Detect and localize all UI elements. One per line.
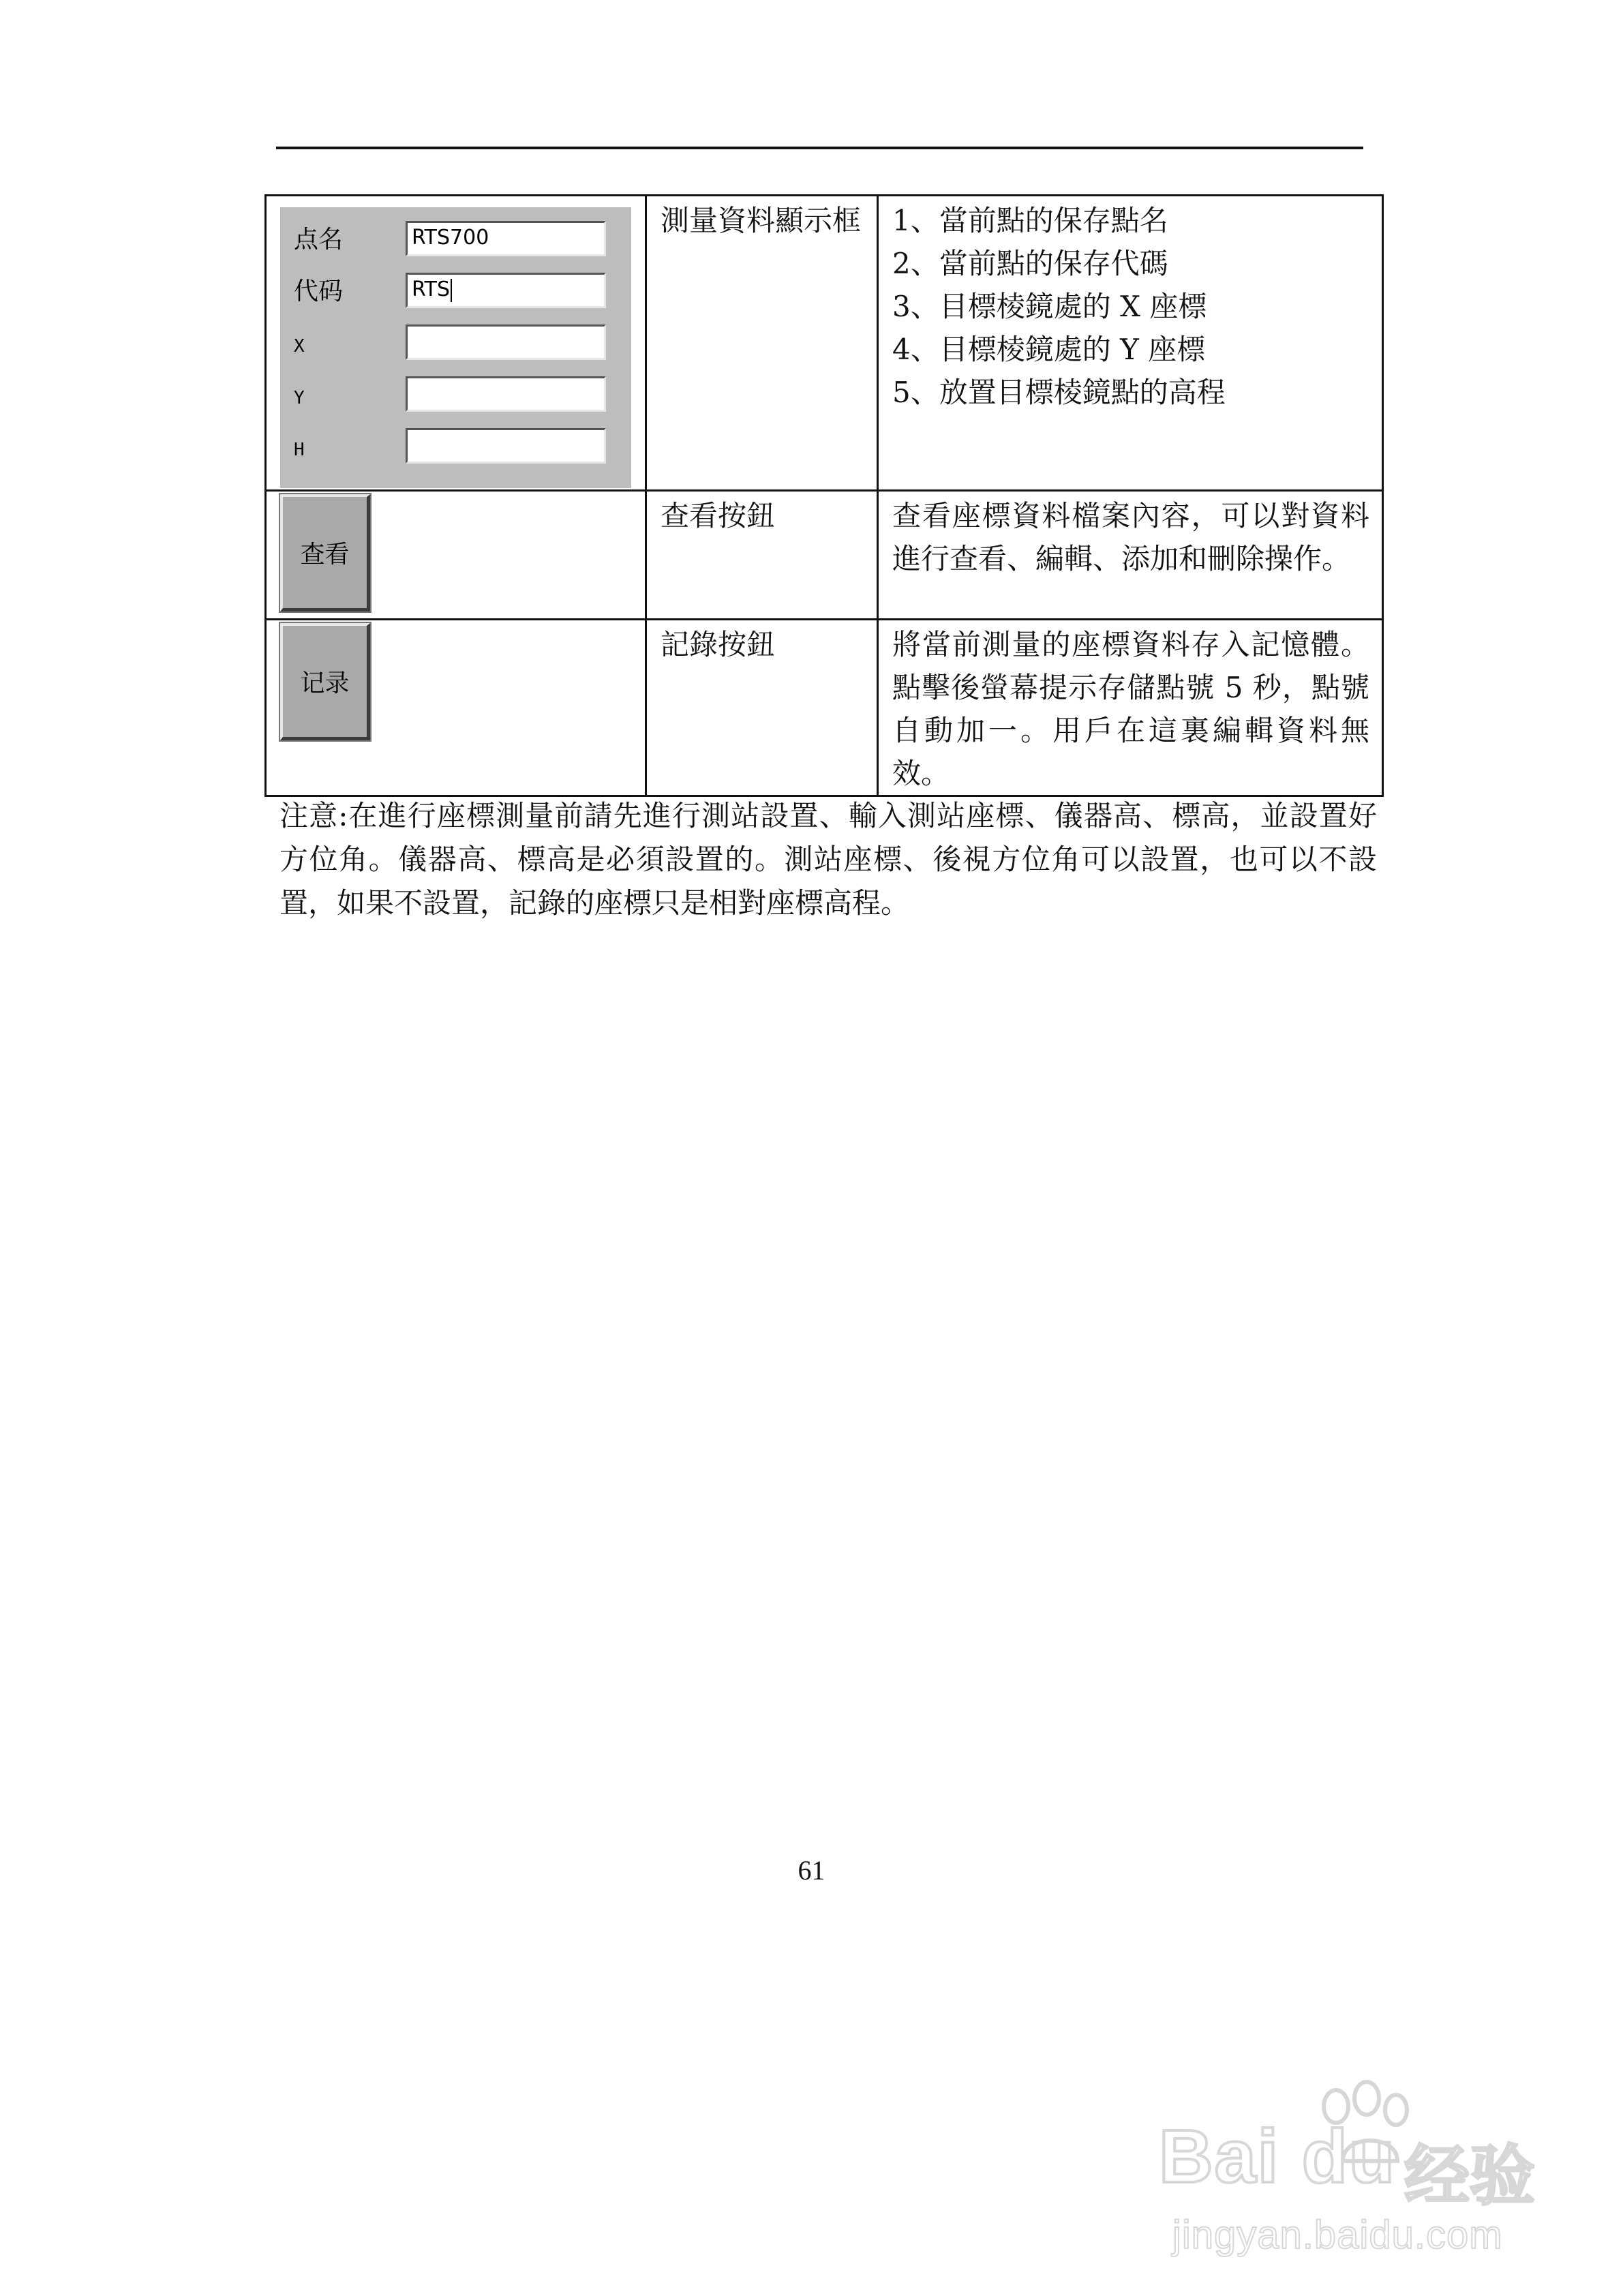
desc-line: 1、當前點的保存點名: [892, 204, 1168, 237]
row-name: 查看按鈕: [661, 499, 776, 532]
point-name-value: RTS700: [412, 226, 489, 250]
button-cell: [266, 620, 646, 796]
desc-line: 4、目標棱鏡處的 Y 座標: [892, 333, 1206, 366]
code-value: RTS: [412, 277, 451, 301]
field-row-code: [280, 269, 631, 311]
desc-cell: [878, 620, 1383, 796]
h-label: H: [294, 440, 305, 460]
h-input[interactable]: [406, 428, 606, 464]
row-name: 記錄按鈕: [661, 628, 776, 661]
screenshot-cell: [266, 196, 646, 491]
desc-line: 3、目標棱鏡處的 X 座標: [892, 290, 1207, 323]
name-cell: [646, 491, 878, 620]
x-input[interactable]: [406, 324, 606, 360]
watermark-cn: 经验: [1404, 2138, 1535, 2214]
name-cell: [646, 620, 878, 796]
watermark-url: jingyan.baidu.com: [1172, 2213, 1503, 2257]
field-row-h: [280, 424, 631, 466]
point-name-label: 点名: [294, 226, 344, 254]
row-desc: [879, 196, 1382, 414]
table-row: [266, 491, 1383, 620]
desc-cell: [878, 196, 1383, 491]
desc-line: 2、當前點的保存代碼: [892, 247, 1168, 280]
point-name-input[interactable]: [406, 221, 606, 256]
name-cell: [646, 196, 878, 491]
field-row-y: [280, 372, 631, 414]
y-input[interactable]: [406, 376, 606, 412]
header-rule: [276, 147, 1363, 149]
record-button[interactable]: 记录: [280, 623, 370, 740]
row-name: 測量資料顯示框: [661, 204, 862, 237]
code-label: 代码: [294, 277, 344, 305]
field-row-x: [280, 320, 631, 363]
text-caret: [451, 279, 452, 302]
code-input[interactable]: [406, 273, 606, 308]
note-paragraph: 注意:在進行座標測量前請先進行測站設置、輸入測站座標、儀器高、標高，並設置好方位角。儀器高、標高是必須設置的。測站座標、後視方位角可以設置，也可以不設置，如果不設置，記錄的座標只是相對座標高程。: [279, 799, 1377, 920]
x-label: X: [294, 336, 305, 357]
desc-cell: [878, 491, 1383, 620]
table-row: [266, 620, 1383, 796]
page-number: 61: [798, 1855, 825, 1886]
desc-line: 5、放置目標棱鏡點的高程: [892, 376, 1226, 409]
watermark-brand: Bai du: [1159, 2115, 1397, 2199]
field-row-point-name: [280, 217, 631, 259]
measurement-dialog: [280, 207, 631, 488]
row-desc: 將當前測量的座標資料存入記憶體。點擊後螢幕提示存儲點號 5 秒，點號自動加一。用戶在這裏編輯資料無效。: [892, 628, 1369, 790]
row-desc: 查看座標資料檔案內容，可以對資料進行查看、編輯、添加和刪除操作。: [892, 499, 1369, 575]
table-row: [266, 196, 1383, 491]
function-table: [264, 194, 1384, 797]
view-button[interactable]: 查看: [280, 494, 370, 611]
baidu-jingyan-watermark: [1159, 2079, 1595, 2270]
y-label: Y: [294, 388, 305, 408]
button-cell: [266, 491, 646, 620]
